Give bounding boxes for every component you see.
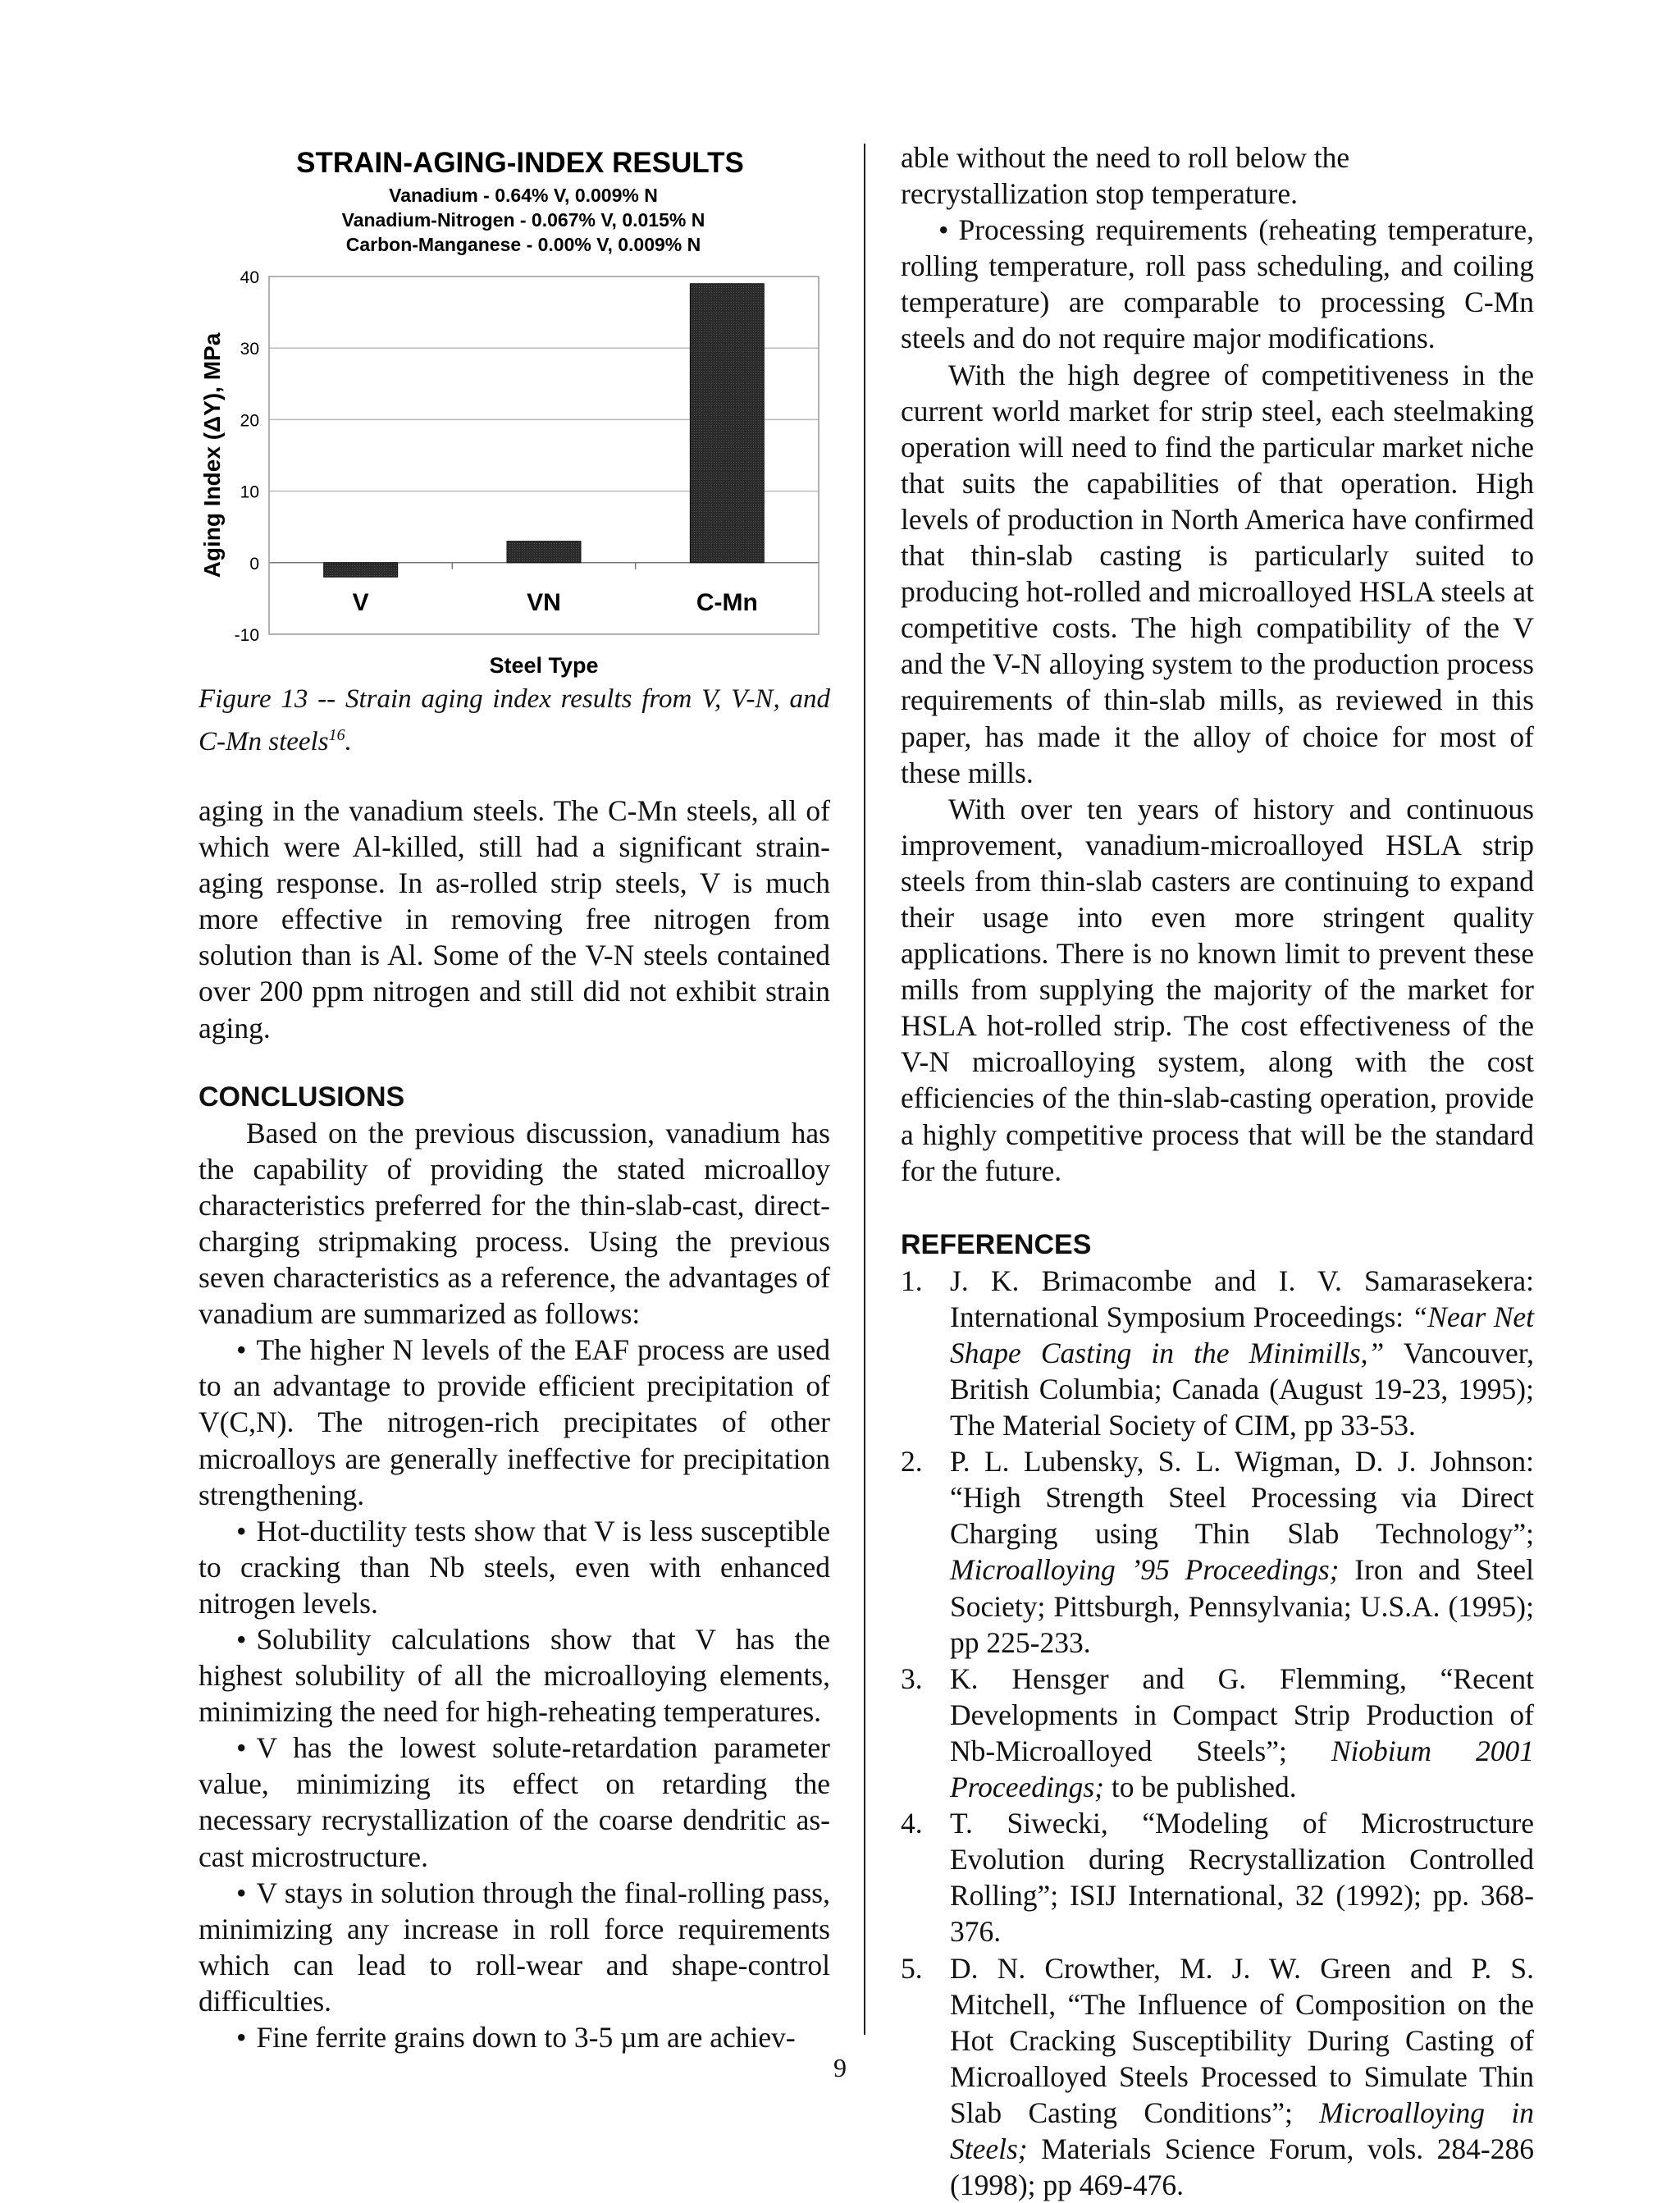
conclusion-bullet-text: Hot-ductility tests show that V is less susceptible to cracking than Nb steels, even with enhanced nitrogen levels.	[199, 1515, 830, 1620]
column-divider	[864, 144, 865, 2035]
reference-text: J. K. Brimacombe and I. V. Samarasekera: International Symposium Proceedings:	[950, 1264, 1534, 1333]
references-heading: REFERENCES	[901, 1227, 1534, 1263]
reference-item	[901, 1263, 1534, 1443]
chart-y-ticks	[235, 268, 259, 645]
page-number: 9	[0, 2053, 1680, 2083]
reference-number: 2.	[901, 1443, 923, 1479]
y-tick-label: 10	[240, 483, 259, 502]
category-label: V	[353, 589, 369, 616]
conclusion-bullet-text: Processing requirements (reheating temperature, rolling temperature, roll pass scheduling, and coiling temperature) are comparable to processing C-Mn steels and do not require major modifications.	[901, 213, 1534, 354]
figure-caption-tail: .	[345, 727, 352, 756]
bar-vn	[507, 542, 581, 563]
bullet-icon: •	[236, 1731, 246, 1764]
reference-text: P. L. Lubensky, S. L. Wigman, D. J. Johnson: “High Strength Steel Processing via Direct Charging using Thin Slab Technology”;	[950, 1445, 1534, 1550]
conclusion-bullet	[901, 212, 1534, 356]
figure-caption	[199, 681, 830, 760]
conclusions-heading: CONCLUSIONS	[199, 1079, 830, 1115]
conclusions-intro: Based on the previous discussion, vanadium has the capability of providing the stated microalloy characteristics preferred for the thin-slab-cast, direct-charging stripmaking process. Using the previous seven characteristics as a reference, the advantages of vanadium are summarized as follows:	[199, 1115, 830, 1332]
reference-title: Microalloying in Steels;	[950, 2096, 1534, 2165]
chart-svg	[197, 139, 837, 681]
figure-caption-text: Figure 13 -- Strain aging index results from V, V-N, and C-Mn steels	[199, 684, 830, 756]
category-label: C-Mn	[696, 589, 758, 616]
chart-bars	[324, 284, 765, 578]
reference-number: 5.	[901, 1950, 923, 1986]
figure-caption-ref: 16	[329, 726, 345, 744]
category-label: VN	[527, 589, 561, 616]
reference-text: D. N. Crowther, M. J. W. Green and P. S. Mitchell, “The Influence of Composition on the Hot Cracking Susceptibility During Casting of Microalloyed Steels Processed to Simulate Thin Slab Casting Conditions”;	[950, 1952, 1534, 2129]
strain-aging-chart	[197, 139, 837, 681]
y-tick-label: 0	[249, 555, 259, 574]
conclusion-bullet-text: V has the lowest solute-retardation parameter value, minimizing its effect on retarding the necessary recrystallization of the coarse dendritic as-cast microstructure.	[199, 1731, 830, 1872]
history-paragraph: With over ten years of history and continuous improvement, vanadium-microalloyed HSLA strip steels from thin-slab casters are continuing to expand their usage into even more stringent quality applications. There is no known limit to prevent these mills from supplying the majority of the market for HSLA hot-rolled strip. The cost effectiveness of the V-N microalloying system, along with the cost efficiencies of the thin-slab-casting operation, provide a highly competitive process that will be the standard for the future.	[901, 791, 1534, 1189]
chart-subtitle-vanadium: Vanadium - 0.64% V, 0.009% N	[389, 185, 658, 206]
conclusion-bullet-text: V stays in solution through the final-rolling pass, minimizing any increase in roll force requirements which can lead to roll-wear and shape-control difficulties.	[199, 1876, 830, 2018]
reference-title: Niobium 2001 Proceedings;	[950, 1735, 1534, 1803]
reference-text: K. Hensger and G. Flemming, “Recent Developments in Compact Strip Production of Nb-Microalloyed Steels”;	[950, 1662, 1534, 1767]
y-tick-label: 20	[240, 411, 259, 430]
conclusion-bullet	[199, 1621, 830, 1730]
y-tick-label: -10	[235, 626, 259, 645]
chart-subtitle-vanadium-nitrogen: Vanadium-Nitrogen - 0.067% V, 0.015% N	[342, 209, 705, 231]
bullet-icon: •	[236, 1333, 246, 1366]
conclusion-bullet-text: Fine ferrite grains down to 3-5 µm are achiev-	[256, 2021, 795, 2054]
reference-title: “Near Net Shape Casting in the Minimills,”	[950, 1300, 1534, 1369]
reference-title: Microalloying ’95 Proceedings;	[950, 1553, 1339, 1586]
bullet-icon: •	[236, 1876, 246, 1909]
reference-text: Vancouver, British Columbia; Canada (August 19-23, 1995); The Material Society of CIM, pp 33-53.	[950, 1337, 1534, 1442]
left-column	[199, 139, 830, 2055]
y-tick-label: 30	[240, 340, 259, 359]
reference-item	[901, 1661, 1534, 1805]
reference-text: T. Siwecki, “Modeling of Microstructure Evolution during Recrystallization Controlled Rolling”; ISIJ International, 32 (1992); pp. 368-376.	[950, 1807, 1534, 1948]
y-tick-label: 40	[240, 268, 259, 287]
competitiveness-paragraph: With the high degree of competitiveness in the current world market for strip steel, each steelmaking operation will need to find the particular market niche that suits the capabilities of that operation. High levels of production in North America have confirmed that thin-slab casting is particularly suited to producing hot-rolled and microalloyed HSLA steels at competitive costs. The high compatibility of the V and the V-N alloying system to the production process requirements of thin-slab mills, as reviewed in this paper, has made it the alloy of choice for most of these mills.	[901, 357, 1534, 791]
bullet-icon: •	[938, 213, 948, 246]
conclusion-bullet	[199, 1875, 830, 2019]
bullet-icon: •	[236, 2021, 246, 2054]
chart-title: STRAIN-AGING-INDEX RESULTS	[296, 147, 744, 179]
conclusion-bullet-text: Solubility calculations show that V has the highest solubility of all the microalloying elements, minimizing the need for high-reheating temperatures.	[199, 1623, 830, 1728]
continuation-text: able without the need to roll below the recrystallization stop temperature.	[901, 139, 1534, 212]
chart-y-axis-label: Aging Index (ΔY), MPa	[199, 332, 225, 578]
reference-number: 4.	[901, 1805, 923, 1841]
conclusion-bullet	[199, 1730, 830, 1874]
chart-subtitle-carbon-manganese: Carbon-Manganese - 0.00% V, 0.009% N	[346, 234, 701, 255]
reference-text: to be published.	[1104, 1771, 1297, 1803]
right-column	[901, 139, 1534, 2203]
bar-c-mn	[690, 284, 764, 563]
bullet-icon: •	[236, 1515, 246, 1547]
chart-x-axis-label: Steel Type	[489, 653, 598, 678]
conclusion-bullet	[199, 2019, 830, 2055]
aging-paragraph: aging in the vanadium steels. The C-Mn steels, all of which were Al-killed, still had a significant strain-aging response. In as-rolled strip steels, V is much more effective in removing free nitrogen from solution than is Al. Some of the V-N steels contained over 200 ppm nitrogen and still did not exhibit strain aging.	[199, 793, 830, 1046]
reference-text: Iron and Steel Society; Pittsburgh, Pennsylvania; U.S.A. (1995); pp 225-233.	[950, 1553, 1534, 1658]
bullet-icon: •	[236, 1623, 246, 1656]
chart-categories	[353, 589, 758, 616]
conclusion-bullet	[199, 1332, 830, 1512]
bar-v	[324, 563, 398, 577]
conclusion-bullet	[199, 1513, 830, 1621]
reference-item	[901, 1443, 1534, 1661]
conclusion-bullet-text: The higher N levels of the EAF process are used to an advantage to provide efficient precipitation of V(C,N). The nitrogen-rich precipitates of other microalloys are generally ineffective for precipitation strengthening.	[199, 1333, 830, 1511]
reference-text: Materials Science Forum, vols. 284-286 (1998); pp 469-476.	[950, 2132, 1534, 2201]
reference-item	[901, 1805, 1534, 1949]
reference-number: 1.	[901, 1263, 923, 1299]
reference-number: 3.	[901, 1661, 923, 1697]
